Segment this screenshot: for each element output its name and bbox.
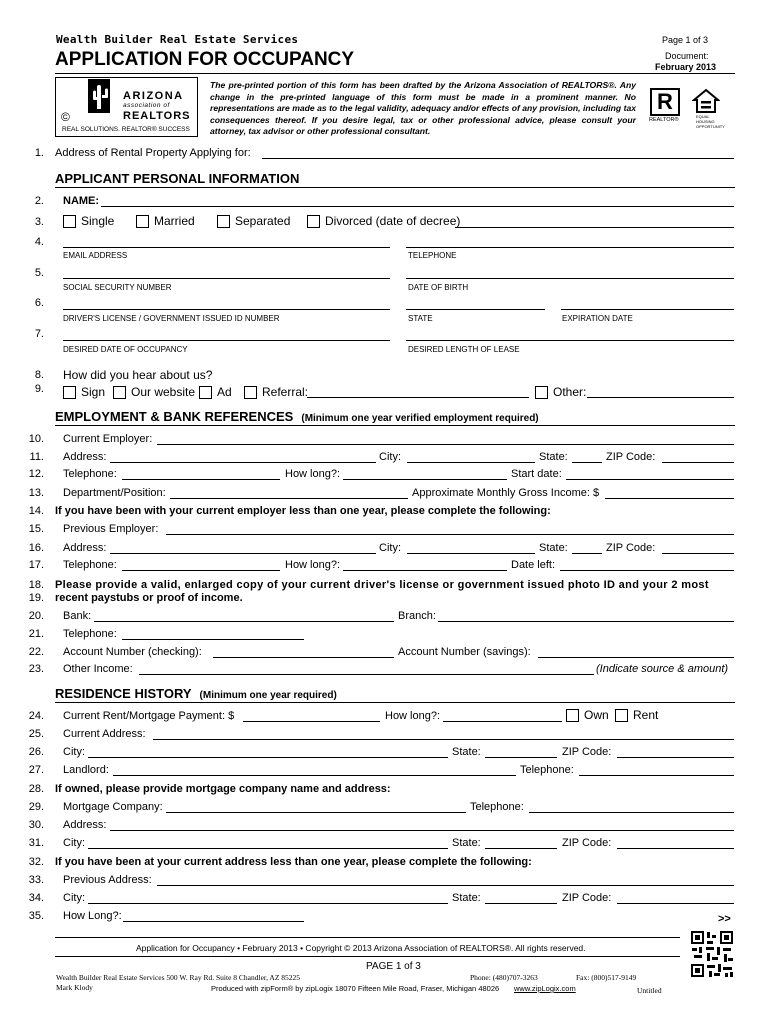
other-checkbox[interactable] xyxy=(535,386,548,399)
separated-checkbox[interactable] xyxy=(217,215,230,228)
row-number: 11. xyxy=(29,451,44,463)
realtor-caption: REALTOR® xyxy=(649,117,679,123)
landlord-field[interactable] xyxy=(113,775,516,776)
ssn-field[interactable] xyxy=(63,278,390,279)
indicate-source-note: (Indicate source & amount) xyxy=(596,663,729,675)
desired-date-field[interactable] xyxy=(63,340,390,341)
row-number: 6. xyxy=(34,297,44,309)
row-number: 13. xyxy=(28,487,44,499)
name-label: NAME: xyxy=(63,195,100,207)
savings-field[interactable] xyxy=(538,657,734,658)
email-caption: EMAIL ADDRESS xyxy=(63,251,128,260)
row-number: 15. xyxy=(28,523,44,535)
residence-zip-field[interactable] xyxy=(617,757,734,758)
residence-state-field[interactable] xyxy=(485,757,557,758)
row-number: 30. xyxy=(28,819,44,831)
row-number: 27. xyxy=(28,764,44,776)
other-income-label: Other Income: xyxy=(63,663,133,675)
status-separated[interactable]: Separated xyxy=(217,214,290,228)
mortgage-address-label: Address: xyxy=(63,819,107,831)
residence-city-label: City: xyxy=(63,746,85,758)
prev-employer-city-label: City: xyxy=(379,542,401,554)
current-address-field[interactable] xyxy=(153,739,734,740)
footer-fax: Fax: (800)517-9149 xyxy=(576,973,637,982)
footer-rule xyxy=(55,937,680,938)
lease-length-field[interactable] xyxy=(406,340,734,341)
footer-page: PAGE 1 of 3 xyxy=(366,961,421,972)
previous-address-label: Previous Address: xyxy=(63,874,152,886)
section-personal-rule xyxy=(55,187,735,188)
residence-zip-label: ZIP Code: xyxy=(562,746,612,758)
hear-about-label: How did you hear about us? xyxy=(63,368,213,382)
row-number: 25. xyxy=(28,728,44,740)
equal-housing-caption: EQUAL HOUSING OPPORTUNITY xyxy=(696,114,725,129)
landlord-telephone-label: Telephone: xyxy=(520,764,574,776)
mortgage-telephone-field[interactable] xyxy=(529,812,734,813)
footer-agent: Mark Klody xyxy=(56,983,93,992)
row-number: 24. xyxy=(28,710,44,722)
page-title: APPLICATION FOR OCCUPANCY xyxy=(55,49,355,70)
other-source-field[interactable] xyxy=(587,397,734,398)
license-field[interactable] xyxy=(63,309,390,310)
previous-city-field[interactable] xyxy=(88,903,448,904)
prev-employer-how-long-field[interactable] xyxy=(343,570,507,571)
license-caption: DRIVER'S LICENSE / GOVERNMENT ISSUED ID NUMBER xyxy=(63,314,280,323)
logo-association-text: association of xyxy=(123,102,170,109)
bank-label: Bank: xyxy=(63,610,92,622)
own-checkbox[interactable] xyxy=(566,709,579,722)
section-employment-rule xyxy=(55,425,735,426)
branch-label: Branch: xyxy=(398,610,436,622)
disclaimer-text: The pre-printed portion of this form has been drafted by the Arizona Association of REALTORS®. Any change in the pre-printed language of this form must be made in a prominent manner. No representations are made as to the legal validity, adequacy and/or effects of any provision, including tax consequences thereof. If you desire legal, tax or other professional advice, please consult your attorney, tax advisor or other professional consultant. xyxy=(210,80,636,137)
row-number: 17. xyxy=(28,559,44,571)
savings-label: Account Number (savings): xyxy=(398,646,531,658)
row-number: 12. xyxy=(28,468,44,480)
row-number: 2. xyxy=(34,195,44,207)
previous-employer-field[interactable] xyxy=(166,534,734,535)
mortgage-address-field[interactable] xyxy=(110,830,734,831)
website-checkbox[interactable] xyxy=(113,386,126,399)
desired-date-caption: DESIRED DATE OF OCCUPANCY xyxy=(63,345,188,354)
arizona-realtors-logo xyxy=(55,77,198,137)
source-other[interactable]: Other: xyxy=(535,385,586,399)
branch-field[interactable] xyxy=(438,621,734,622)
prev-employer-how-long-label: How long?: xyxy=(285,559,341,571)
equal-housing-icon xyxy=(692,88,720,114)
row-number: 5. xyxy=(34,267,44,279)
residence-how-long-field[interactable] xyxy=(443,721,562,722)
footer-rule-2 xyxy=(55,956,680,957)
section-residence-rule xyxy=(55,702,735,703)
previous-employer-label: Previous Employer: xyxy=(63,523,159,535)
bank-telephone-label: Telephone: xyxy=(63,628,117,640)
gross-income-label: Approximate Monthly Gross Income: $ xyxy=(412,487,600,499)
mortgage-city-field[interactable] xyxy=(88,848,448,849)
logo-arizona-text: ARIZONA xyxy=(123,90,184,102)
employer-city-field[interactable] xyxy=(407,462,535,463)
bank-telephone-field[interactable] xyxy=(122,639,304,640)
department-label: Department/Position: xyxy=(63,487,166,499)
employer-state-label: State: xyxy=(539,451,568,463)
continue-mark: >> xyxy=(718,913,731,925)
mortgage-zip-label: ZIP Code: xyxy=(562,837,612,849)
id-copy-note-2: recent paystubs or proof of income. xyxy=(55,592,243,604)
row-number: 35. xyxy=(28,910,44,922)
realtor-r-icon: R xyxy=(650,88,680,116)
footer-copyright: Application for Occupancy • February 2013 • Copyright © 2013 Arizona Association of REALTORS®. All rights reserved. xyxy=(136,943,586,953)
license-state-field[interactable] xyxy=(406,309,545,310)
row-number: 4. xyxy=(34,236,44,248)
mortgage-zip-field[interactable] xyxy=(617,848,734,849)
row-number: 19. xyxy=(28,592,44,604)
residence-rent[interactable]: Rent xyxy=(615,708,658,722)
row-number: 29. xyxy=(28,801,44,813)
property-address-label: Address of Rental Property Applying for: xyxy=(55,147,251,159)
source-website[interactable]: Our website xyxy=(113,385,195,399)
row-number: 10. xyxy=(28,433,44,445)
employer-telephone-field[interactable] xyxy=(122,479,280,480)
rent-checkbox[interactable] xyxy=(615,709,628,722)
mortgage-company-label: Mortgage Company: xyxy=(63,801,163,813)
referral-checkbox[interactable] xyxy=(244,386,257,399)
ad-checkbox[interactable] xyxy=(199,386,212,399)
sign-checkbox[interactable] xyxy=(63,386,76,399)
telephone-caption: TELEPHONE xyxy=(408,251,457,260)
page-of: Page 1 of 3 xyxy=(662,35,709,45)
employer-telephone-label: Telephone: xyxy=(63,468,117,480)
previous-zip-field[interactable] xyxy=(617,903,734,904)
landlord-label: Landlord: xyxy=(63,764,109,776)
status-single[interactable]: Single xyxy=(63,214,114,228)
name-field[interactable] xyxy=(101,206,734,207)
mortgage-state-field[interactable] xyxy=(485,848,557,849)
employer-zip-label: ZIP Code: xyxy=(606,451,656,463)
married-checkbox[interactable] xyxy=(136,215,149,228)
document-label: Document: xyxy=(665,51,709,61)
employer-how-long-label: How long?: xyxy=(285,468,341,480)
prev-employer-zip-label: ZIP Code: xyxy=(606,542,656,554)
saguaro-logo-icon xyxy=(88,79,110,113)
row-number: 18. xyxy=(28,579,44,591)
qr-code-icon xyxy=(690,930,734,978)
row-number: 20. xyxy=(28,610,44,622)
employer-how-long-field[interactable] xyxy=(343,479,507,480)
employer-city-label: City: xyxy=(379,451,401,463)
prev-employer-state-field[interactable] xyxy=(572,553,602,554)
prev-employer-city-field[interactable] xyxy=(407,553,535,554)
row-number: 32. xyxy=(28,856,44,868)
id-copy-note-1: Please provide a valid, enlarged copy of your current driver's license or government issued photo ID and your 2 most xyxy=(55,579,709,591)
bank-field[interactable] xyxy=(94,621,394,622)
mortgage-company-field[interactable] xyxy=(166,812,466,813)
row-number: 9. xyxy=(34,383,44,395)
footer-produced: Produced with zipForm® by zipLogix 18070 Fifteen Mile Road, Fraser, Michigan 48026 xyxy=(211,984,500,993)
section-personal-heading: APPLICANT PERSONAL INFORMATION xyxy=(55,171,300,186)
row-number: 3. xyxy=(34,216,44,228)
title-rule xyxy=(55,73,735,74)
prev-employer-address-field[interactable] xyxy=(110,553,376,554)
previous-zip-label: ZIP Code: xyxy=(562,892,612,904)
footer-office-line: Wealth Builder Real Estate Services 500 W. Ray Rd. Suite 8 Chandler, AZ 85225 xyxy=(56,973,301,982)
status-married[interactable]: Married xyxy=(136,214,195,228)
start-date-field[interactable] xyxy=(566,479,734,480)
rent-payment-label: Current Rent/Mortgage Payment: $ xyxy=(63,710,235,722)
row-number: 1. xyxy=(34,147,44,159)
row-number: 28. xyxy=(28,783,44,795)
source-ad[interactable]: Ad xyxy=(199,385,232,399)
expiration-caption: EXPIRATION DATE xyxy=(562,314,633,323)
referral-field[interactable] xyxy=(307,397,529,398)
document-date: February 2013 xyxy=(655,62,717,72)
mortgage-state-label: State: xyxy=(452,837,481,849)
row-number: 14. xyxy=(28,505,44,517)
current-address-label: Current Address: xyxy=(63,728,146,740)
residence-state-label: State: xyxy=(452,746,481,758)
row-number: 7. xyxy=(34,328,44,340)
divorced-checkbox[interactable] xyxy=(307,215,320,228)
employer-address-label: Address: xyxy=(63,451,107,463)
dob-field[interactable] xyxy=(406,278,734,279)
divorce-date-field[interactable] xyxy=(455,227,734,228)
ssn-caption: SOCIAL SECURITY NUMBER xyxy=(63,283,172,292)
footer-phone: Phone: (480)707-3263 xyxy=(470,973,538,982)
department-field[interactable] xyxy=(170,498,408,499)
row-number: 34. xyxy=(28,892,44,904)
row-number: 23. xyxy=(28,663,44,675)
previous-state-label: State: xyxy=(452,892,481,904)
source-referral[interactable]: Referral: xyxy=(244,385,308,399)
current-employer-field[interactable] xyxy=(157,444,734,445)
company-name: Wealth Builder Real Estate Services xyxy=(56,33,299,46)
license-expiration-field[interactable] xyxy=(561,309,734,310)
prev-employer-address-label: Address: xyxy=(63,542,107,554)
residence-own[interactable]: Own xyxy=(566,708,609,722)
employer-state-field[interactable] xyxy=(572,462,602,463)
prev-employer-telephone-field[interactable] xyxy=(122,570,280,571)
row-number: 33. xyxy=(28,874,44,886)
prev-employer-state-label: State: xyxy=(539,542,568,554)
residence-how-long-label: How long?: xyxy=(385,710,441,722)
previous-how-long-field[interactable] xyxy=(123,921,304,922)
row-number: 31. xyxy=(28,837,44,849)
landlord-telephone-field[interactable] xyxy=(579,775,734,776)
footer-untitled: Untitled xyxy=(637,986,662,995)
previous-state-field[interactable] xyxy=(485,903,557,904)
date-left-label: Date left: xyxy=(511,559,556,571)
mortgage-telephone-label: Telephone: xyxy=(470,801,524,813)
row-number: 8. xyxy=(34,369,44,381)
source-sign[interactable]: Sign xyxy=(63,385,105,399)
email-field[interactable] xyxy=(63,247,390,248)
copyright-symbol: © xyxy=(61,110,70,124)
gross-income-field[interactable] xyxy=(605,498,734,499)
current-employer-label: Current Employer: xyxy=(63,433,153,445)
less-than-year-address-note: If you have been at your current address less than one year, please complete the following: xyxy=(55,856,532,868)
employer-zip-field[interactable] xyxy=(662,462,734,463)
telephone-field[interactable] xyxy=(406,247,734,248)
lease-length-caption: DESIRED LENGTH OF LEASE xyxy=(408,345,520,354)
if-owned-note: If owned, please provide mortgage company name and address: xyxy=(55,783,391,795)
residence-city-field[interactable] xyxy=(88,757,448,758)
previous-city-label: City: xyxy=(63,892,85,904)
mortgage-city-label: City: xyxy=(63,837,85,849)
employer-address-field[interactable] xyxy=(110,462,376,463)
start-date-label: Start date: xyxy=(511,468,562,480)
logo-tagline: REAL SOLUTIONS. REALTOR® SUCCESS xyxy=(62,126,190,133)
prev-employer-telephone-label: Telephone: xyxy=(63,559,117,571)
single-checkbox[interactable] xyxy=(63,215,76,228)
property-address-field[interactable] xyxy=(262,158,734,159)
row-number: 26. xyxy=(28,746,44,758)
state-caption: STATE xyxy=(408,314,433,323)
checking-label: Account Number (checking): xyxy=(63,646,202,658)
footer-url[interactable]: www.zipLogix.com xyxy=(514,984,576,993)
prev-employer-zip-field[interactable] xyxy=(662,553,734,554)
rent-payment-field[interactable] xyxy=(243,721,380,722)
logo-realtors-text: REALTORS xyxy=(123,110,191,122)
checking-field[interactable] xyxy=(213,657,394,658)
row-number: 22. xyxy=(28,646,44,658)
row-number: 16. xyxy=(28,542,44,554)
previous-how-long-label: How Long?: xyxy=(63,910,122,922)
other-income-field[interactable] xyxy=(139,674,594,675)
date-left-field[interactable] xyxy=(560,570,734,571)
status-divorced[interactable]: Divorced (date of decree) xyxy=(307,214,460,228)
section-employment-heading: EMPLOYMENT & BANK REFERENCES (Minimum one year verified employment required) xyxy=(55,409,539,424)
dob-caption: DATE OF BIRTH xyxy=(408,283,469,292)
less-than-year-employer-note: If you have been with your current employer less than one year, please complete the following: xyxy=(55,505,551,517)
row-number: 21. xyxy=(28,628,44,640)
section-residence-heading: RESIDENCE HISTORY (Minimum one year required) xyxy=(55,686,337,701)
previous-address-field[interactable] xyxy=(157,885,734,886)
